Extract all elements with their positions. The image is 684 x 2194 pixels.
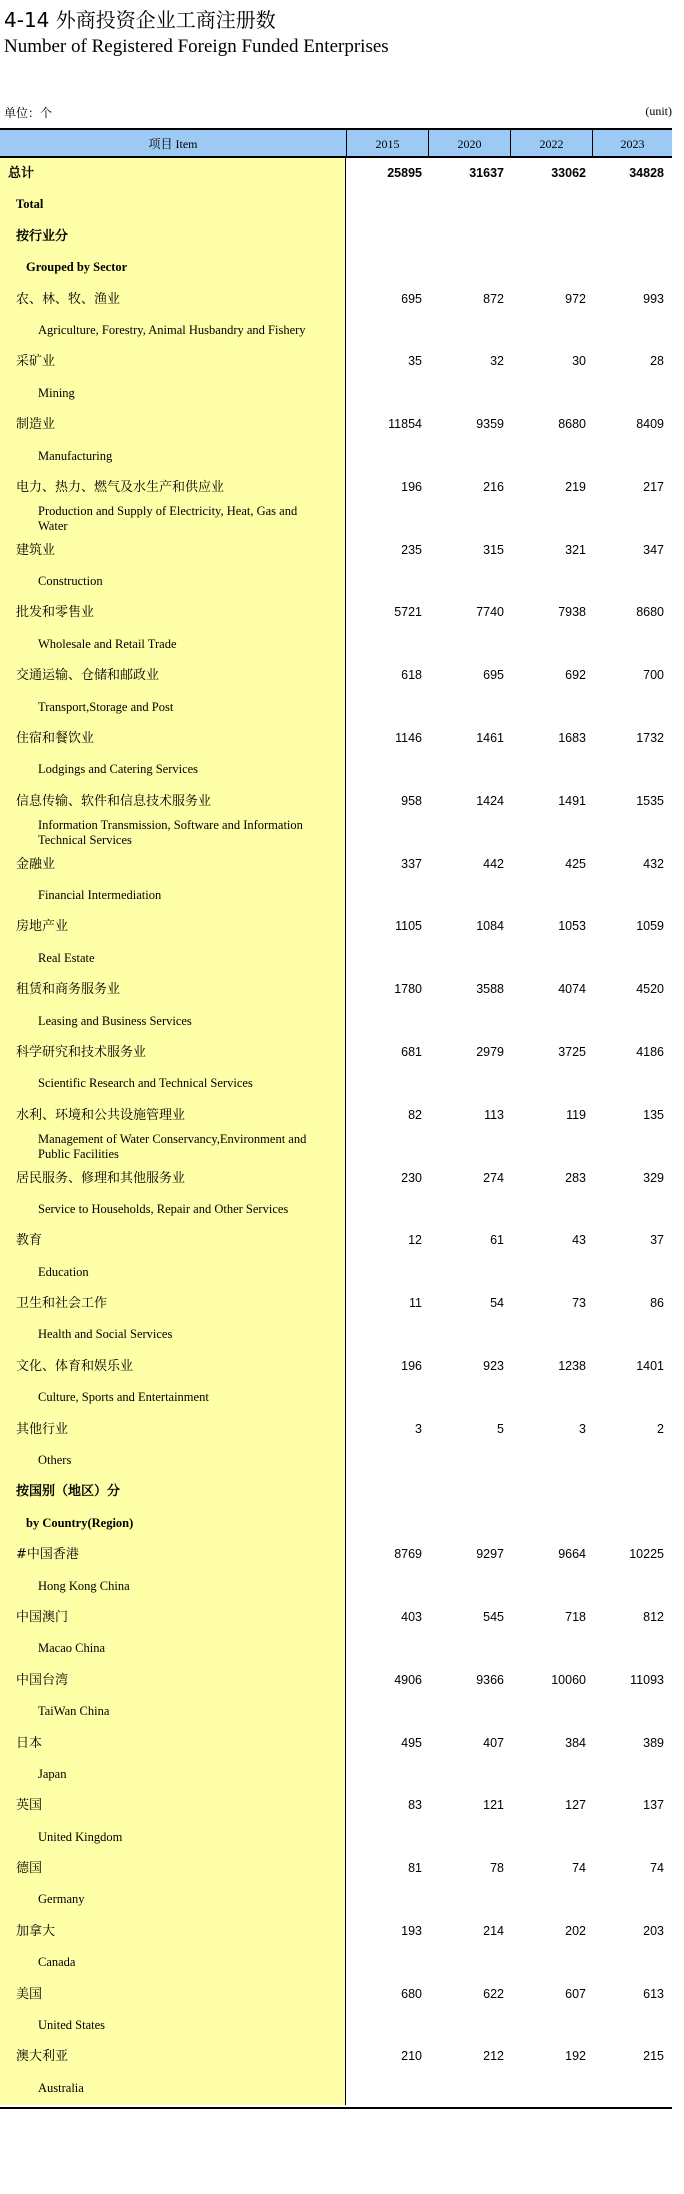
cell-value: 692 bbox=[565, 668, 586, 683]
cell-value: 113 bbox=[484, 1107, 504, 1122]
row-label: 科学研究和技术服务业 bbox=[16, 1044, 147, 1060]
cell-value: 622 bbox=[483, 1986, 504, 2001]
table-row bbox=[0, 974, 672, 1005]
header-year-2022: 2022 bbox=[510, 130, 592, 158]
cell-value: 993 bbox=[643, 291, 664, 306]
cell-value: 192 bbox=[565, 2049, 586, 2064]
cell-value: 1401 bbox=[636, 1358, 664, 1373]
cell-value: 337 bbox=[401, 856, 422, 871]
row-label: 卫生和社会工作 bbox=[16, 1296, 108, 1312]
table-row-label bbox=[0, 1131, 672, 1162]
cell-value: 1461 bbox=[476, 731, 504, 746]
table-row-label bbox=[0, 629, 672, 660]
table-row bbox=[0, 535, 672, 566]
table-row-label bbox=[0, 566, 672, 597]
table-row bbox=[0, 1351, 672, 1382]
cell-value: 4520 bbox=[636, 982, 664, 997]
table-row bbox=[0, 1225, 672, 1256]
cell-value: 33062 bbox=[551, 166, 586, 180]
table-row bbox=[0, 1602, 672, 1633]
cell-value: 1683 bbox=[558, 731, 586, 746]
cell-value: 219 bbox=[565, 479, 586, 494]
row-label: 农、林、牧、渔业 bbox=[16, 291, 121, 307]
row-label: 批发和零售业 bbox=[16, 605, 95, 621]
cell-value: 135 bbox=[643, 1107, 664, 1122]
cell-value: 196 bbox=[401, 479, 422, 494]
row-label: 住宿和餐饮业 bbox=[16, 731, 95, 747]
row-label: Culture, Sports and Entertainment bbox=[38, 1390, 209, 1405]
cell-value: 8769 bbox=[394, 1547, 422, 1562]
row-label: Japan bbox=[38, 1766, 67, 1781]
cell-value: 718 bbox=[565, 1609, 586, 1624]
cell-value: 9359 bbox=[476, 417, 504, 432]
row-label: 居民服务、修理和其他服务业 bbox=[16, 1170, 186, 1186]
cell-value: 193 bbox=[401, 1923, 422, 1938]
table-row-label bbox=[0, 1696, 672, 1727]
table-row-label bbox=[0, 1633, 672, 1664]
row-label: Agriculture, Forestry, Animal Husbandry and Fishery bbox=[38, 322, 306, 337]
cell-value: 11093 bbox=[630, 1672, 664, 1687]
cell-value: 5 bbox=[497, 1421, 504, 1436]
row-label: 文化、体育和娱乐业 bbox=[16, 1358, 134, 1374]
cell-value: 74 bbox=[572, 1861, 586, 1876]
table-row bbox=[0, 1916, 672, 1947]
cell-value: 54 bbox=[490, 1296, 504, 1311]
cell-value: 3725 bbox=[558, 1044, 586, 1059]
row-label: Others bbox=[38, 1453, 72, 1468]
table-row bbox=[0, 1790, 672, 1821]
cell-value: 202 bbox=[565, 1923, 586, 1938]
cell-value: 1491 bbox=[558, 793, 586, 808]
cell-value: 1084 bbox=[476, 919, 504, 934]
row-label: TaiWan China bbox=[38, 1704, 110, 1719]
row-label: 澳大利亚 bbox=[16, 2049, 69, 2065]
cell-value: 61 bbox=[490, 1233, 504, 1248]
row-label: 采矿业 bbox=[16, 354, 56, 370]
cell-value: 28 bbox=[650, 354, 664, 369]
table-row-label bbox=[0, 1382, 672, 1413]
row-label: 制造业 bbox=[16, 417, 56, 433]
table-row bbox=[0, 1414, 672, 1445]
table-row-label bbox=[0, 880, 672, 911]
cell-value: 215 bbox=[643, 2049, 664, 2064]
cell-value: 329 bbox=[643, 1170, 664, 1185]
cell-value: 1732 bbox=[636, 731, 664, 746]
row-label: 按国别（地区）分 bbox=[16, 1484, 121, 1500]
table-row-label bbox=[0, 1571, 672, 1602]
table-row-label bbox=[0, 1068, 672, 1099]
cell-value: 321 bbox=[565, 542, 586, 557]
row-label: 水利、环境和公共设施管理业 bbox=[16, 1107, 186, 1123]
row-label: 美国 bbox=[16, 1986, 43, 2002]
table-row bbox=[0, 911, 672, 942]
cell-value: 1053 bbox=[558, 919, 586, 934]
row-label: Construction bbox=[38, 574, 103, 589]
unit-label-cn: 单位：个 bbox=[4, 106, 53, 120]
row-label: #中国香港 bbox=[16, 1547, 79, 1563]
table-row bbox=[0, 723, 672, 754]
table-row-label bbox=[0, 1006, 672, 1037]
table-row-label bbox=[0, 817, 672, 848]
cell-value: 2 bbox=[657, 1421, 664, 1436]
table-row bbox=[0, 1163, 672, 1194]
table-row-label bbox=[0, 754, 672, 785]
cell-value: 32 bbox=[490, 354, 504, 369]
cell-value: 8680 bbox=[558, 417, 586, 432]
cell-value: 384 bbox=[565, 1735, 586, 1750]
cell-value: 972 bbox=[565, 291, 586, 306]
cell-value: 432 bbox=[643, 856, 664, 871]
cell-value: 442 bbox=[483, 856, 504, 871]
table-row-label bbox=[0, 1508, 672, 1539]
row-label: Leasing and Business Services bbox=[38, 1013, 192, 1028]
row-label: Health and Social Services bbox=[38, 1327, 173, 1342]
cell-value: 35 bbox=[408, 354, 422, 369]
header-year-2023: 2023 bbox=[592, 130, 672, 158]
row-label: 日本 bbox=[16, 1735, 43, 1751]
row-label: Manufacturing bbox=[38, 448, 113, 463]
cell-value: 31637 bbox=[469, 166, 504, 180]
row-label: Education bbox=[38, 1264, 89, 1279]
table-row bbox=[0, 409, 672, 440]
cell-value: 9297 bbox=[476, 1547, 504, 1562]
page-title-cn: 4-14 外商投资企业工商注册数 bbox=[4, 8, 276, 32]
cell-value: 37 bbox=[650, 1233, 664, 1248]
cell-value: 82 bbox=[408, 1107, 422, 1122]
row-label: 德国 bbox=[16, 1861, 43, 1877]
row-label: 中国台湾 bbox=[16, 1672, 69, 1688]
table-row-label bbox=[0, 2073, 672, 2104]
table-row-label bbox=[0, 1194, 672, 1225]
row-label: 中国澳门 bbox=[16, 1609, 69, 1625]
cell-value: 216 bbox=[483, 479, 504, 494]
cell-value: 1238 bbox=[558, 1358, 586, 1373]
table-row-label bbox=[0, 1759, 672, 1790]
cell-value: 11 bbox=[409, 1296, 422, 1311]
table-row bbox=[0, 1539, 672, 1570]
table-row-label bbox=[0, 252, 672, 283]
cell-value: 11854 bbox=[388, 417, 422, 432]
row-label: 交通运输、仓储和邮政业 bbox=[16, 668, 160, 684]
table-row-label bbox=[0, 1257, 672, 1288]
page-title-en: Number of Registered Foreign Funded Enterprises bbox=[4, 36, 389, 57]
row-label: Total bbox=[16, 197, 44, 212]
cell-value: 10060 bbox=[551, 1672, 586, 1687]
table-row bbox=[0, 849, 672, 880]
cell-value: 210 bbox=[401, 2049, 422, 2064]
cell-value: 347 bbox=[643, 542, 664, 557]
table-row-label bbox=[0, 189, 672, 220]
table-row-label bbox=[0, 1947, 672, 1978]
row-label: Management of Water Conservancy,Environment and Public Facilities bbox=[38, 1132, 307, 1162]
table-row bbox=[0, 1853, 672, 1884]
table-row bbox=[0, 786, 672, 817]
cell-value: 2979 bbox=[476, 1044, 504, 1059]
table-row-label bbox=[0, 1822, 672, 1853]
table-row-label bbox=[0, 2010, 672, 2041]
table-row bbox=[0, 346, 672, 377]
cell-value: 230 bbox=[401, 1170, 422, 1185]
row-label: Lodgings and Catering Services bbox=[38, 762, 199, 777]
cell-value: 923 bbox=[483, 1358, 504, 1373]
row-label: Germany bbox=[38, 1892, 85, 1907]
cell-value: 119 bbox=[566, 1107, 586, 1122]
table-row bbox=[0, 660, 672, 691]
table-row-label bbox=[0, 378, 672, 409]
table-row-label bbox=[0, 441, 672, 472]
cell-value: 274 bbox=[483, 1170, 504, 1185]
row-label: Financial Intermediation bbox=[38, 887, 162, 902]
cell-value: 83 bbox=[408, 1798, 422, 1813]
cell-value: 9664 bbox=[558, 1547, 586, 1562]
row-label: 英国 bbox=[16, 1798, 43, 1814]
unit-label-en: (unit) bbox=[645, 104, 672, 118]
cell-value: 217 bbox=[643, 479, 664, 494]
cell-value: 1146 bbox=[395, 731, 422, 746]
row-label: 加拿大 bbox=[16, 1923, 56, 1939]
cell-value: 4906 bbox=[394, 1672, 422, 1687]
row-label: 总计 bbox=[8, 166, 35, 181]
cell-value: 34828 bbox=[629, 166, 664, 180]
row-label: 教育 bbox=[16, 1233, 43, 1249]
row-label: 房地产业 bbox=[16, 919, 69, 935]
data-table bbox=[0, 128, 672, 2105]
table-row-label bbox=[0, 1476, 672, 1507]
table-row bbox=[0, 1100, 672, 1131]
row-label: Australia bbox=[38, 2080, 84, 2095]
row-label: Hong Kong China bbox=[38, 1578, 130, 1593]
table-row bbox=[0, 158, 672, 189]
cell-value: 30 bbox=[572, 354, 586, 369]
table-row bbox=[0, 284, 672, 315]
cell-value: 121 bbox=[483, 1798, 504, 1813]
cell-value: 74 bbox=[650, 1861, 664, 1876]
cell-value: 78 bbox=[490, 1861, 504, 1876]
header-year-2020: 2020 bbox=[428, 130, 510, 158]
table-row bbox=[0, 597, 672, 628]
cell-value: 695 bbox=[401, 291, 422, 306]
cell-value: 958 bbox=[401, 793, 422, 808]
table-row-label bbox=[0, 1319, 672, 1350]
cell-value: 1059 bbox=[636, 919, 664, 934]
cell-value: 235 bbox=[401, 542, 422, 557]
cell-value: 695 bbox=[483, 668, 504, 683]
cell-value: 403 bbox=[401, 1609, 422, 1624]
cell-value: 7740 bbox=[476, 605, 504, 620]
table-row bbox=[0, 1665, 672, 1696]
cell-value: 43 bbox=[572, 1233, 586, 1248]
row-label: Canada bbox=[38, 1955, 76, 1970]
table-row bbox=[0, 2041, 672, 2072]
cell-value: 315 bbox=[483, 542, 504, 557]
cell-value: 1535 bbox=[636, 793, 664, 808]
cell-value: 10225 bbox=[629, 1547, 664, 1562]
cell-value: 283 bbox=[565, 1170, 586, 1185]
cell-value: 872 bbox=[483, 291, 504, 306]
cell-value: 700 bbox=[643, 668, 664, 683]
table-row-label bbox=[0, 221, 672, 252]
row-label: Grouped by Sector bbox=[26, 260, 128, 275]
table-row-label bbox=[0, 692, 672, 723]
cell-value: 389 bbox=[643, 1735, 664, 1750]
cell-value: 1105 bbox=[395, 919, 422, 934]
cell-value: 3 bbox=[415, 1421, 422, 1436]
row-label: 按行业分 bbox=[16, 228, 69, 244]
cell-value: 25895 bbox=[387, 166, 422, 180]
row-label: Macao China bbox=[38, 1641, 105, 1656]
table-row-label bbox=[0, 1884, 672, 1915]
row-label: 租赁和商务服务业 bbox=[16, 982, 121, 998]
table-bottom-rule bbox=[0, 2107, 672, 2109]
table-row-label bbox=[0, 1445, 672, 1476]
cell-value: 12 bbox=[408, 1233, 422, 1248]
cell-value: 681 bbox=[401, 1044, 422, 1059]
cell-value: 3588 bbox=[476, 982, 504, 997]
cell-value: 81 bbox=[408, 1861, 422, 1876]
cell-value: 8409 bbox=[636, 417, 664, 432]
row-label: 电力、热力、燃气及水生产和供应业 bbox=[16, 479, 225, 495]
cell-value: 203 bbox=[643, 1923, 664, 1938]
cell-value: 7938 bbox=[558, 605, 586, 620]
cell-value: 1780 bbox=[394, 982, 422, 997]
table-row-label bbox=[0, 315, 672, 346]
cell-value: 8680 bbox=[636, 605, 664, 620]
cell-value: 680 bbox=[401, 1986, 422, 2001]
cell-value: 196 bbox=[401, 1358, 422, 1373]
cell-value: 407 bbox=[483, 1735, 504, 1750]
cell-value: 545 bbox=[483, 1609, 504, 1624]
row-label: 信息传输、软件和信息技术服务业 bbox=[16, 793, 212, 809]
header-year-2015: 2015 bbox=[346, 130, 428, 158]
cell-value: 137 bbox=[643, 1798, 664, 1813]
row-label: Service to Households, Repair and Other Services bbox=[38, 1201, 289, 1216]
row-label: Real Estate bbox=[38, 950, 95, 965]
header-item: 项目 Item bbox=[148, 137, 198, 151]
cell-value: 607 bbox=[565, 1986, 586, 2001]
cell-value: 212 bbox=[483, 2049, 504, 2064]
row-label: United States bbox=[38, 2018, 106, 2033]
cell-value: 127 bbox=[565, 1798, 586, 1813]
row-label: by Country(Region) bbox=[26, 1515, 134, 1530]
cell-value: 613 bbox=[643, 1986, 664, 2001]
cell-value: 5721 bbox=[394, 605, 422, 620]
table-row bbox=[0, 1979, 672, 2010]
cell-value: 86 bbox=[650, 1296, 664, 1311]
cell-value: 3 bbox=[579, 1421, 586, 1436]
cell-value: 618 bbox=[401, 668, 422, 683]
table-row bbox=[0, 1728, 672, 1759]
table-row-label bbox=[0, 943, 672, 974]
cell-value: 425 bbox=[565, 856, 586, 871]
table-row bbox=[0, 1288, 672, 1319]
row-label: Wholesale and Retail Trade bbox=[38, 636, 177, 651]
row-label: United Kingdom bbox=[38, 1829, 123, 1844]
cell-value: 4074 bbox=[558, 982, 586, 997]
row-label: Production and Supply of Electricity, Heat, Gas and Water bbox=[38, 504, 298, 534]
row-label: Mining bbox=[38, 385, 75, 400]
cell-value: 73 bbox=[572, 1296, 586, 1311]
row-label: Information Transmission, Software and Information Technical Services bbox=[38, 818, 303, 848]
row-label: Transport,Storage and Post bbox=[38, 699, 174, 714]
cell-value: 4186 bbox=[636, 1044, 664, 1059]
table-row-label bbox=[0, 503, 672, 534]
table-row bbox=[0, 1037, 672, 1068]
cell-value: 9366 bbox=[476, 1672, 504, 1687]
table-header bbox=[0, 128, 672, 158]
row-label: 其他行业 bbox=[16, 1421, 69, 1437]
cell-value: 812 bbox=[643, 1609, 664, 1624]
cell-value: 1424 bbox=[476, 793, 504, 808]
row-label: 金融业 bbox=[16, 856, 56, 872]
table-row bbox=[0, 472, 672, 503]
cell-value: 495 bbox=[401, 1735, 422, 1750]
cell-value: 214 bbox=[483, 1923, 504, 1938]
row-label: Scientific Research and Technical Services bbox=[38, 1076, 253, 1091]
row-label: 建筑业 bbox=[16, 542, 56, 558]
table-body bbox=[0, 158, 672, 2105]
